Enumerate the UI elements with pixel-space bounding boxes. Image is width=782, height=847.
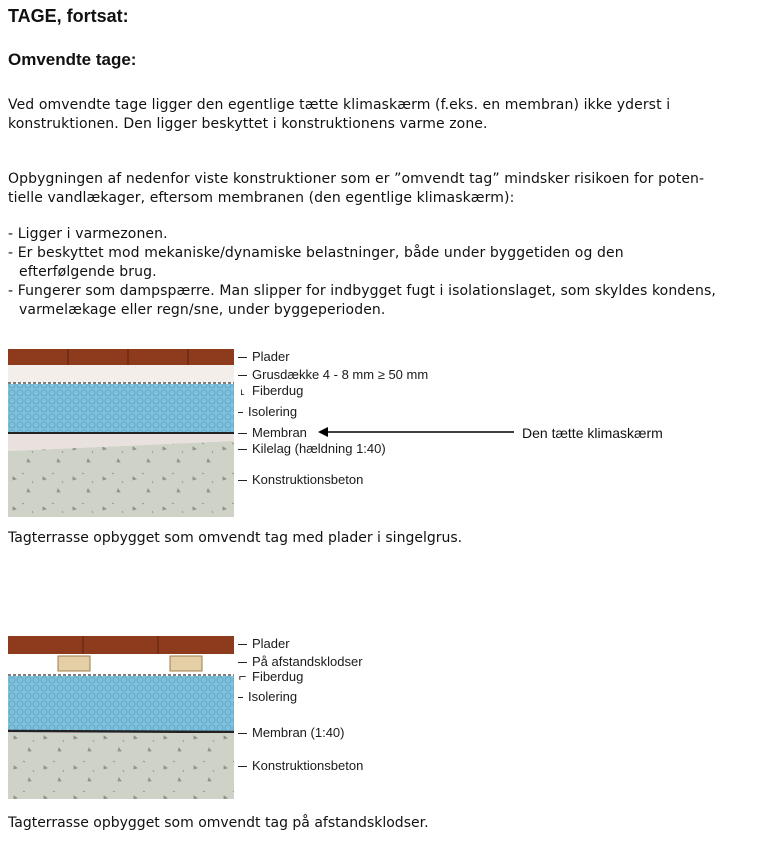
spacer-block bbox=[58, 656, 90, 671]
climate-screen-label: Den tætte klimaskærm bbox=[522, 425, 663, 441]
spacer-block bbox=[170, 656, 202, 671]
bullet-item: - Fungerer som dampspærre. Man slipper for indbygget fugt i isolationslaget, som skyldes kondens, bbox=[8, 283, 716, 299]
paragraph-line: tielle vandlækager, eftersom membranen (den egentlige klimaskærm): bbox=[8, 190, 515, 206]
concrete-layer bbox=[8, 733, 234, 799]
label-plader: Plader bbox=[238, 349, 290, 364]
roof-diagram-spacers bbox=[8, 636, 234, 799]
membrane-line bbox=[8, 731, 234, 732]
label-membran: Membran (1:40) bbox=[238, 725, 344, 740]
bullet-item-continued: varmelækage eller regn/sne, under byggeperioden. bbox=[19, 302, 386, 318]
insulation-layer bbox=[8, 384, 234, 433]
label-membran: Membran bbox=[238, 425, 307, 440]
concrete-layer bbox=[8, 441, 234, 517]
tile-layer bbox=[8, 349, 234, 365]
explanation-paragraph bbox=[8, 170, 778, 208]
label-klodser: På afstandsklodser bbox=[238, 654, 363, 669]
bullet-list bbox=[8, 225, 778, 320]
intro-paragraph bbox=[8, 96, 778, 134]
label-beton: Konstruktionsbeton bbox=[238, 758, 363, 773]
label-kilelag: Kilelag (hældning 1:40) bbox=[238, 441, 386, 456]
insulation-layer bbox=[8, 676, 234, 731]
label-grus: Grusdække 4 - 8 mm ≥ 50 mm bbox=[238, 367, 428, 382]
bullet-item-continued: efterfølgende brug. bbox=[19, 264, 157, 280]
page-title: TAGE, fortsat: bbox=[8, 6, 129, 26]
label-fiberdug: ⌐ Fiberdug bbox=[238, 669, 304, 684]
label-plader: Plader bbox=[238, 636, 290, 651]
section-title: Omvendte tage: bbox=[8, 50, 137, 69]
bullet-item: - Ligger i varmezonen. bbox=[8, 226, 168, 242]
gravel-layer bbox=[8, 365, 234, 383]
paragraph-line: Ved omvendte tage ligger den egentlige tætte klimaskærm (f.eks. en membran) ikke yderst i bbox=[8, 97, 671, 113]
label-isolering: Isolering bbox=[238, 404, 297, 419]
arrow-icon bbox=[318, 425, 518, 439]
paragraph-line: konstruktionen. Den ligger beskyttet i konstruktionens varme zone. bbox=[8, 116, 488, 132]
caption-spacers: Tagterrasse opbygget som omvendt tag på afstandsklodser. bbox=[8, 815, 429, 831]
bullet-item: - Er beskyttet mod mekaniske/dynamiske belastninger, både under byggetiden og den bbox=[8, 245, 624, 261]
caption-gravel: Tagterrasse opbygget som omvendt tag med plader i singelgrus. bbox=[8, 530, 463, 546]
label-isolering: Isolering bbox=[238, 689, 297, 704]
paragraph-line: Opbygningen af nedenfor viste konstruktioner som er ”omvendt tag” mindsker risikoen for poten- bbox=[8, 171, 705, 187]
tile-layer bbox=[8, 636, 234, 654]
label-fiberdug: ˪ Fiberdug bbox=[240, 383, 304, 398]
roof-diagram-gravel bbox=[8, 349, 234, 517]
label-beton: Konstruktionsbeton bbox=[238, 472, 363, 487]
